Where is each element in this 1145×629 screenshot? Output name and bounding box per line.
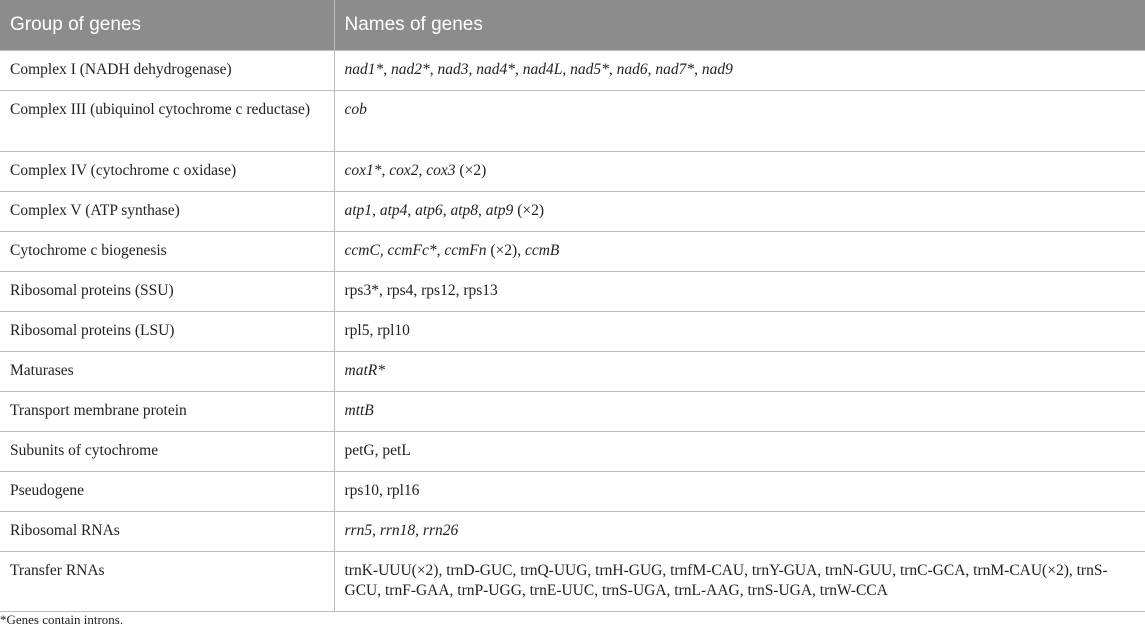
table-row bbox=[0, 151, 1145, 191]
genes-cell bbox=[334, 50, 1145, 90]
gene-text: (×2) bbox=[455, 161, 487, 179]
group-cell: Complex I (NADH dehydrogenase) bbox=[0, 50, 334, 90]
header-row bbox=[0, 0, 1145, 50]
genes-cell bbox=[334, 151, 1145, 191]
gene-name-italic: nad2* bbox=[391, 60, 430, 78]
group-cell: Ribosomal proteins (SSU) bbox=[0, 271, 334, 311]
gene-name-italic: nad7* bbox=[655, 60, 695, 78]
gene-name-italic: rrn18 bbox=[379, 521, 416, 539]
table-row bbox=[0, 271, 1145, 311]
gene-name-italic: mttB bbox=[344, 401, 374, 419]
genes-cell bbox=[334, 311, 1145, 351]
genes-cell bbox=[334, 271, 1145, 311]
genes-cell bbox=[334, 351, 1145, 391]
table-row bbox=[0, 231, 1145, 271]
group-cell: Complex III (ubiquinol cytochrome c reductase) bbox=[0, 90, 334, 151]
gene-name-italic: cox2 bbox=[389, 161, 419, 179]
gene-text: , bbox=[694, 60, 702, 78]
table-row bbox=[0, 90, 1145, 151]
gene-text: rps3*, rps4, rps12, rps13 bbox=[344, 281, 498, 299]
gene-text: , bbox=[647, 60, 656, 78]
table-row bbox=[0, 311, 1145, 351]
genes-cell bbox=[334, 551, 1145, 611]
gene-name-italic: atp6 bbox=[415, 201, 443, 219]
gene-name-italic: rrn26 bbox=[422, 521, 459, 539]
gene-name-italic: nad6 bbox=[616, 60, 648, 78]
gene-text: , bbox=[562, 60, 571, 78]
gene-text: trnK-UUU(×2), trnD-GUC, trnQ-UUG, trnH-GUG, trnfM-CAU, trnY-GUA, trnN-GUU, trnC-GCA, trnM-CAU(×2), trnS-GCU, trnF-GAA, trnP-UGG, trnE-UUC, trnS-UGA, trnL-AAG, trnS-UGA, trnW-CCA bbox=[344, 561, 1108, 599]
gene-name-italic: cob bbox=[344, 100, 367, 118]
gene-text: (×2) bbox=[513, 201, 545, 219]
genes-cell bbox=[334, 231, 1145, 271]
table-row bbox=[0, 391, 1145, 431]
gene-name-italic: atp8 bbox=[450, 201, 478, 219]
gene-text: rpl5, rpl10 bbox=[344, 321, 410, 339]
gene-text: , bbox=[478, 201, 486, 219]
gene-text: (×2), bbox=[486, 241, 525, 259]
gene-text: , bbox=[515, 60, 523, 78]
group-cell: Subunits of cytochrome bbox=[0, 431, 334, 471]
group-cell: Complex IV (cytochrome c oxidase) bbox=[0, 151, 334, 191]
table-body bbox=[0, 50, 1145, 611]
gene-name-italic: cox3 bbox=[426, 161, 456, 179]
gene-name-italic: ccmC, ccmFc*, ccmFn bbox=[344, 241, 487, 259]
group-cell: Transport membrane protein bbox=[0, 391, 334, 431]
genes-cell bbox=[334, 431, 1145, 471]
gene-text: , bbox=[372, 201, 380, 219]
table-row bbox=[0, 431, 1145, 471]
group-cell: Maturases bbox=[0, 351, 334, 391]
gene-name-italic: rrn5 bbox=[344, 521, 373, 539]
gene-text: , bbox=[372, 521, 380, 539]
gene-name-italic: nad4* bbox=[476, 60, 515, 78]
group-cell: Cytochrome c biogenesis bbox=[0, 231, 334, 271]
gene-name-italic: nad9 bbox=[701, 60, 733, 78]
genes-cell bbox=[334, 511, 1145, 551]
gene-name-italic: ccmB bbox=[524, 241, 560, 259]
group-cell: Transfer RNAs bbox=[0, 551, 334, 611]
gene-name-italic: nad4L bbox=[522, 60, 563, 78]
header-names-of-genes: Names of genes bbox=[334, 0, 1145, 50]
table-row bbox=[0, 351, 1145, 391]
gene-name-italic: nad5* bbox=[570, 60, 609, 78]
table-row bbox=[0, 511, 1145, 551]
gene-text: , bbox=[383, 60, 391, 78]
gene-text: , bbox=[381, 161, 390, 179]
footnote: *Genes contain introns. bbox=[0, 612, 124, 627]
gene-text: , bbox=[407, 201, 416, 219]
gene-name-italic: atp9 bbox=[485, 201, 514, 219]
header-group-of-genes: Group of genes bbox=[0, 0, 334, 50]
gene-name-italic: atp4 bbox=[379, 201, 408, 219]
genes-cell bbox=[334, 391, 1145, 431]
group-cell: Ribosomal proteins (LSU) bbox=[0, 311, 334, 351]
gene-text: , bbox=[608, 60, 617, 78]
gene-name-italic: atp1 bbox=[344, 201, 373, 219]
gene-text: , bbox=[429, 60, 438, 78]
group-cell: Pseudogene bbox=[0, 471, 334, 511]
table-row bbox=[0, 551, 1145, 611]
gene-text: , bbox=[415, 521, 423, 539]
table-row bbox=[0, 191, 1145, 231]
group-cell: Ribosomal RNAs bbox=[0, 511, 334, 551]
group-cell: Complex V (ATP synthase) bbox=[0, 191, 334, 231]
gene-text: , bbox=[418, 161, 427, 179]
gene-name-italic: nad1* bbox=[344, 60, 384, 78]
gene-text: , bbox=[442, 201, 451, 219]
genes-cell bbox=[334, 191, 1145, 231]
genes-cell bbox=[334, 90, 1145, 151]
gene-name-italic: matR* bbox=[344, 361, 385, 379]
table-row bbox=[0, 50, 1145, 90]
gene-name-italic: nad3 bbox=[437, 60, 469, 78]
gene-text: , bbox=[468, 60, 477, 78]
genes-cell bbox=[334, 471, 1145, 511]
gene-name-italic: cox1* bbox=[344, 161, 382, 179]
gene-text: rps10, rpl16 bbox=[344, 481, 420, 499]
table-row bbox=[0, 471, 1145, 511]
gene-text: petG, petL bbox=[344, 441, 411, 459]
